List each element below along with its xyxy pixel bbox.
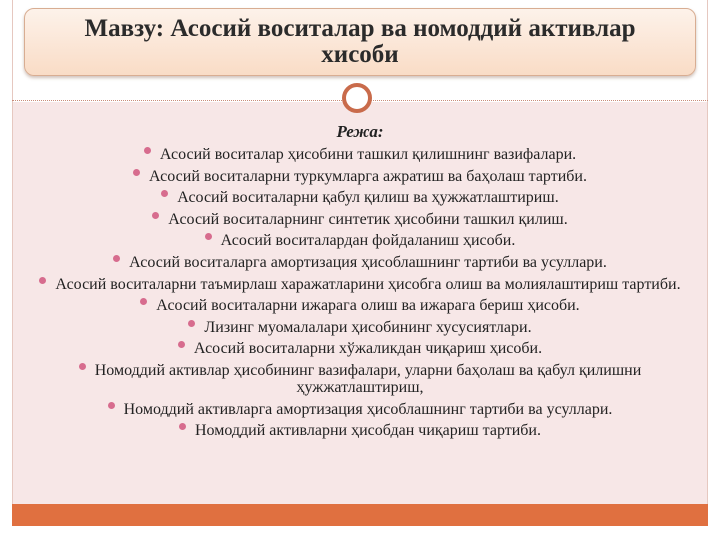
list-item <box>30 297 690 314</box>
list-item-text: Асосий воситалардан фойдаланиш ҳисоби. <box>220 232 516 250</box>
list-item <box>30 211 690 228</box>
list-item <box>30 232 690 249</box>
list-item-text: Номоддий активларни ҳисобдан чиқариш тартиби. <box>194 422 541 440</box>
list-item-text: Асосий воситаларни ижарага олиш ва ижарага бериш ҳисоби. <box>156 297 580 315</box>
list-item-text: Асосий воситаларга амортизация ҳисоблашнинг тартиби ва усуллари. <box>129 253 607 271</box>
footer-bar <box>12 504 708 526</box>
list-item <box>30 189 690 206</box>
bullet-icon <box>144 147 151 154</box>
list-item-text: Номоддий активларга амортизация ҳисоблашнинг тартиби ва усуллари. <box>123 400 613 418</box>
list-item-text: Асосий воситаларнинг синтетик ҳисобини ташкил қилиш. <box>168 210 568 228</box>
bullet-icon <box>178 341 185 348</box>
bullet-icon <box>39 277 46 284</box>
plan-heading: Режа: <box>336 122 384 141</box>
title-box <box>24 8 696 76</box>
circle-ornament <box>342 83 372 113</box>
list-item-text: Асосий воситалар ҳисобини ташкил қилишнинг вазифалари. <box>159 146 577 163</box>
bullet-icon <box>79 363 86 370</box>
bullet-icon <box>133 169 140 176</box>
list-item <box>30 340 690 357</box>
bullet-icon <box>179 423 186 430</box>
list-item <box>30 276 690 293</box>
list-item <box>30 319 690 336</box>
list-item-text: Асосий воситаларни таъмирлаш харажатларини ҳисобга олиш ва молиялаштириш тартиби. <box>55 275 681 293</box>
list-item <box>30 146 690 163</box>
list-item <box>30 168 690 185</box>
list-item-text: Номоддий активлар ҳисобининг вазифалари, уларни баҳолаш ва қабул қилишни ҳужжатлаштириш, <box>94 361 642 396</box>
bullet-icon <box>205 233 212 240</box>
plan-list <box>30 146 690 444</box>
list-item <box>30 254 690 271</box>
list-item-text: Асосий воситаларни хўжаликдан чиқариш ҳисоби. <box>193 340 543 358</box>
list-item-text: Лизинг муомалалари ҳисобининг хусусиятлари. <box>204 318 532 336</box>
list-item-text: Асосий воситаларни қабул қилиш ва ҳужжатлаштириш. <box>177 189 559 207</box>
bullet-icon <box>152 212 159 219</box>
bullet-icon <box>108 402 115 409</box>
bullet-icon <box>161 190 168 197</box>
list-item <box>30 362 690 396</box>
bullet-icon <box>140 298 147 305</box>
slide-title: Мавзу: Асосий воситалар ва номоддий активлар хисоби <box>84 15 636 68</box>
bullet-icon <box>113 255 120 262</box>
list-item <box>30 422 690 439</box>
list-item <box>30 401 690 418</box>
bullet-icon <box>188 320 195 327</box>
list-item-text: Асосий воситаларни туркумларга ажратиш ва баҳолаш тартиби. <box>149 167 587 185</box>
